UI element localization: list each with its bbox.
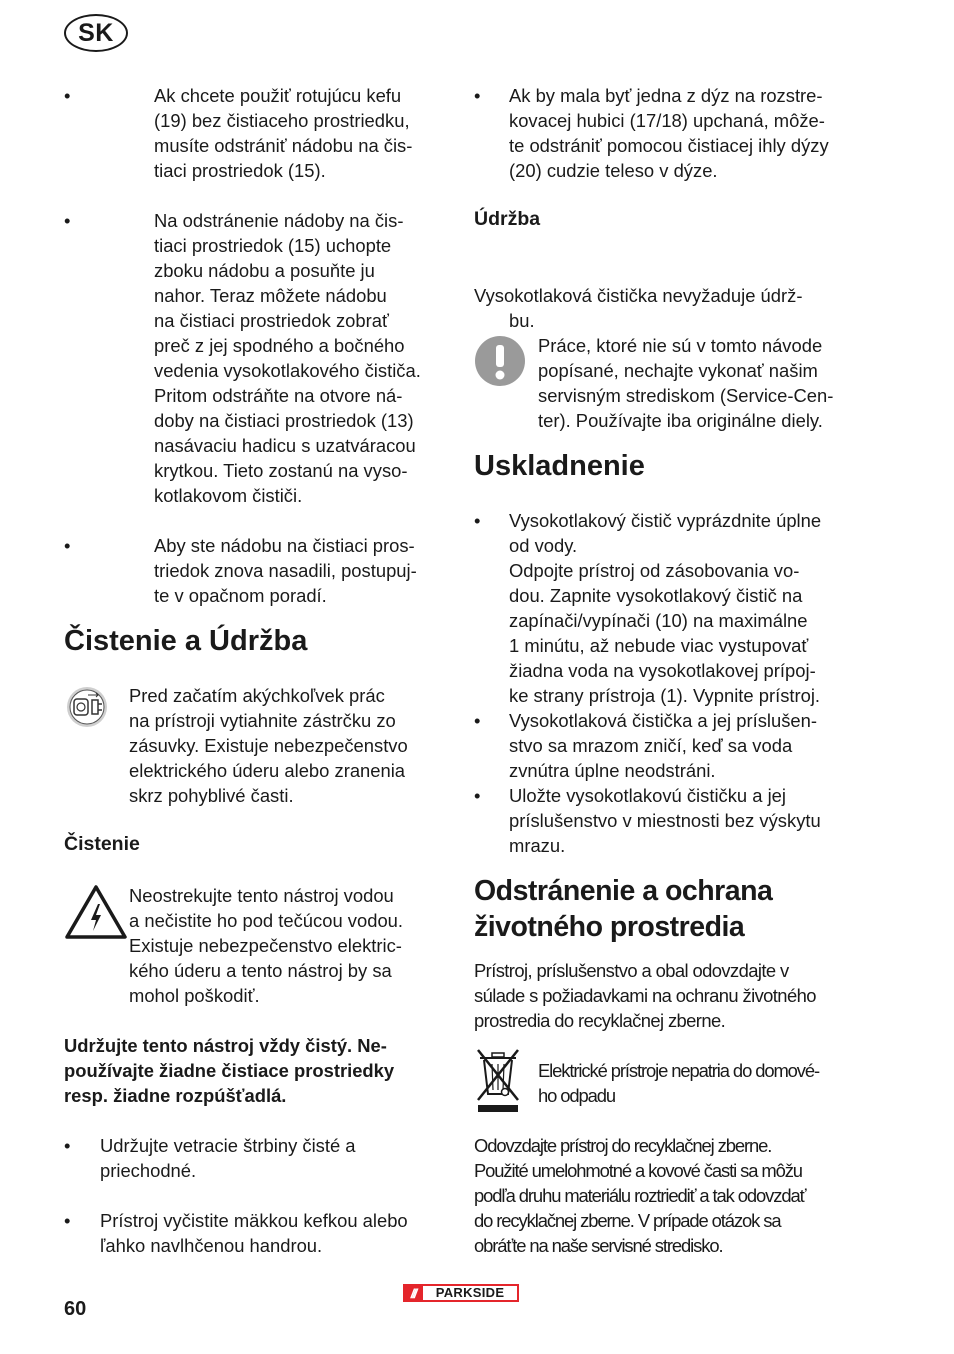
logo-stripes-icon: ///	[410, 1285, 416, 1301]
list-item-text: Na odstránenie nádoby na čis- tiaci prostriedok (15) uchopte zboku nádobu a posuňte ju nahor. Teraz môžete nádobu na čistiaci prostriedok zobrať preč z jej spodného a bočného vedenia vysokotlakového čističa. Pritom odstráňte na otvore ná- doby na čistiaci prostriedok (13) nasávaciu hadicu s uzatváracou krytkou. Tieto zostanú na vyso- kotlakovom čističi.	[154, 210, 421, 506]
exclamation-icon	[475, 336, 525, 386]
parkside-logo	[403, 1284, 519, 1302]
list-item	[64, 208, 448, 508]
electric-warning-icon	[64, 884, 128, 940]
list-item	[64, 83, 444, 183]
list-item-text: Udržujte vetracie štrbiny čisté a priechodné.	[100, 1135, 356, 1181]
section-title: Odstránenie a ochrana životného prostredia	[474, 875, 773, 943]
list-item	[474, 783, 864, 858]
page-number: 60	[64, 1298, 87, 1320]
bullet-marker: •	[474, 785, 481, 806]
bullet-marker: •	[64, 535, 71, 556]
weee-note: Elektrické prístroje nepatria do domové- ho odpadu	[538, 1060, 820, 1106]
list-item-text: Prístroj vyčistite mäkkou kefkou alebo ľahko navlhčenou handrou.	[100, 1210, 408, 1256]
list-item	[64, 1208, 448, 1258]
list-item-text: Ak chcete použiť rotujúcu kefu (19) bez čistiaceho prostriedku, musíte odstrániť nádobu na čis- tiaci prostriedok (15).	[154, 85, 413, 181]
language-badge	[64, 14, 128, 52]
unplug-icon	[66, 686, 108, 728]
bullet-marker: •	[474, 85, 481, 106]
bullet-marker: •	[474, 510, 481, 531]
bullet-marker: •	[474, 710, 481, 731]
section-title: Uskladnenie	[474, 450, 645, 482]
subsection-title: Údržba	[474, 208, 541, 230]
logo-brand-name: PARKSIDE	[423, 1286, 517, 1300]
crossed-bin-icon	[474, 1048, 522, 1114]
list-item-text: Vysokotlaková čistička a jej príslušen- stvo sa mrazom zničí, keď sa voda zvnútra úplne neodstráni.	[509, 710, 817, 781]
list-item	[474, 508, 864, 708]
bold-note: Udržujte tento nástroj vždy čistý. Ne- používajte žiadne čistiace prostriedky resp. žiadne rozpúšťadlá.	[64, 1035, 395, 1106]
language-code: SK	[78, 18, 114, 47]
list-item-text: Uložte vysokotlakovú čističku a jej príslušenstvo v miestnosti bez výskytu mrazu.	[509, 785, 821, 856]
list-item	[474, 708, 864, 783]
service-note: Práce, ktoré nie sú v tomto návode popísané, nechajte vykonať našim servisným strediskom (Service-Cen- ter). Používajte iba originálne diely.	[538, 335, 834, 431]
bullet-marker: •	[64, 1135, 71, 1156]
list-item-text: Aby ste nádobu na čistiaci pros- triedok znova nasadili, postupuj- te v opačnom poradí.	[154, 535, 417, 606]
warning-note: Neostrekujte tento nástroj vodou a nečistite ho pod tečúcou vodou. Existuje nebezpečenstvo elektric- kého úderu a tento nástroj by sa mohol poškodiť.	[129, 885, 404, 1006]
list-item	[474, 83, 864, 183]
list-item	[64, 533, 444, 608]
bullet-marker: •	[64, 85, 71, 106]
subsection-title: Čistenie	[64, 833, 140, 855]
bullet-marker: •	[64, 1210, 71, 1231]
maintenance-text-content: Vysokotlaková čistička nevyžaduje údrž- bu.	[474, 285, 803, 331]
disposal-text: Prístroj, príslušenstvo a obal odovzdajte v súlade s požiadavkami na ochranu životného prostredia do recyklačnej zberne.	[474, 960, 816, 1031]
section-title: Čistenie a Údržba	[64, 625, 308, 657]
unplug-note: Pred začatím akýchkoľvek prác na prístroji vytiahnite zástrčku zo zásuvky. Existuje nebezpečenstvo elektrického úderu alebo zranenia skrz pohyblivé časti.	[129, 685, 408, 806]
recycle-text: Odovzdajte prístroj do recyklačnej zberne. Použité umelohmotné a kovové časti sa môžu podľa druhu materiálu roztriediť a tak odovzdať do recyklačnej zberne. V prípade otázok sa obráťte na naše servisné stredisko.	[474, 1135, 806, 1256]
list-item-text: Vysokotlakový čistič vyprázdnite úplne od vody. Odpojte prístroj od zásobovania vo- dou. Zapnite vysokotlakový čistič na zapínači/vypínači (10) na maximálne 1 minútu, až nebude viac vystupovať žiadna voda na vysokotlakovej prípoj- ke strany prístroja (1). Vypnite prístroj.	[509, 510, 822, 706]
list-item-text: Ak by mala byť jedna z dýz na rozstre- kovacej hubici (17/18) upchaná, môže- te odstrániť pomocou čistiacej ihly dýzy (20) cudzie teleso v dýze.	[509, 85, 829, 181]
list-item	[64, 1133, 448, 1183]
bullet-marker: •	[64, 210, 71, 231]
